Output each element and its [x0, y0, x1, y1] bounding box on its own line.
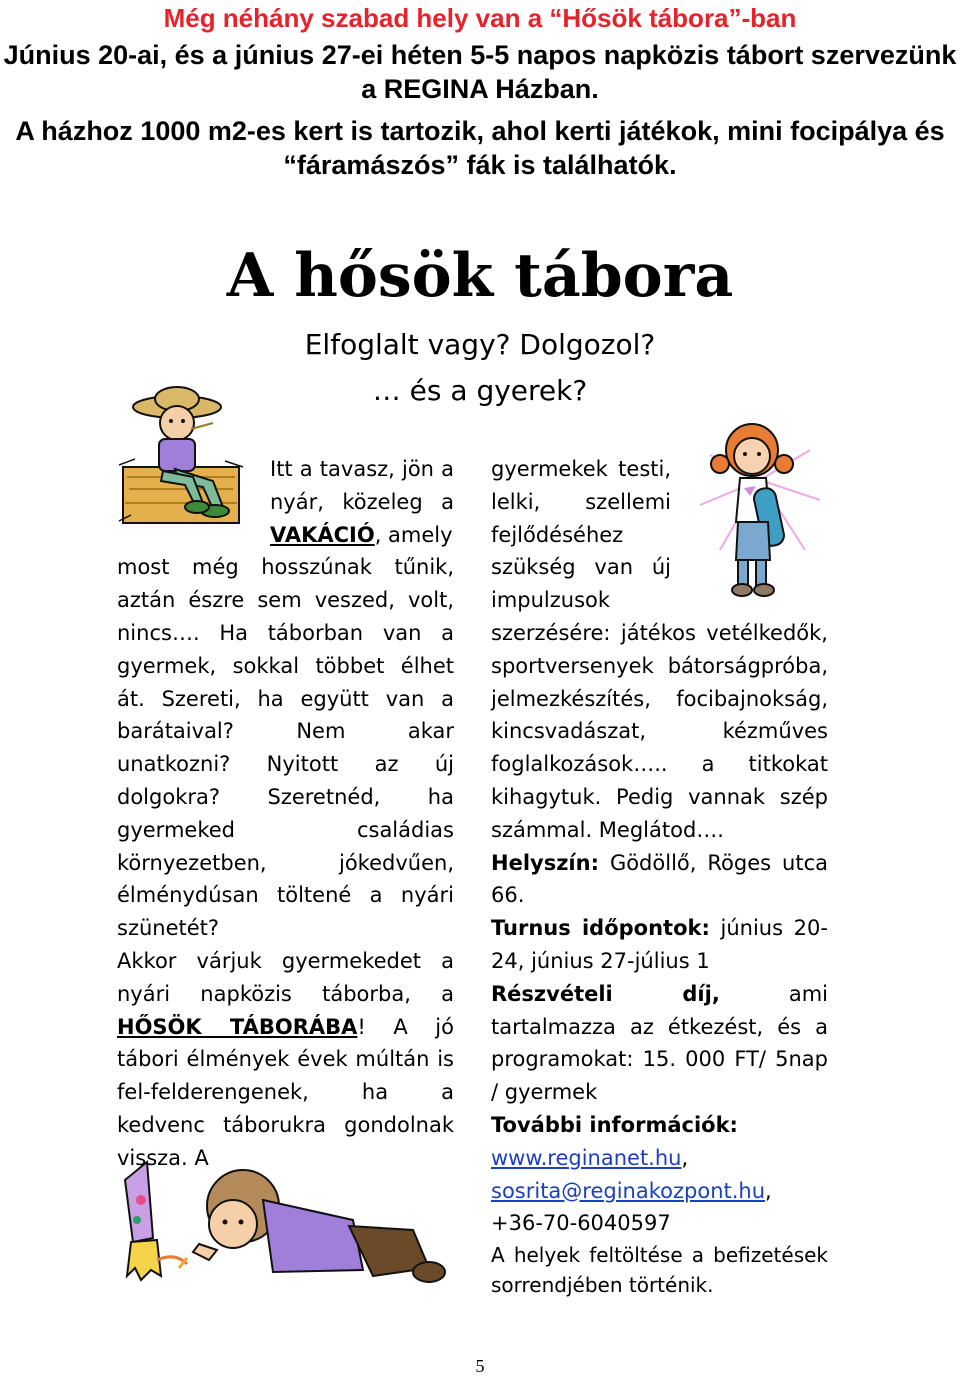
boy-lighting-rocket-illustration [113, 1160, 453, 1290]
turn-dates-value: június 20-24, június 27-július 1 [491, 916, 828, 973]
flyer-subtitle-2: … és a gyerek? [372, 374, 588, 407]
turn-dates-label: Turnus időpontok: [491, 916, 710, 941]
fee-label: Részvételi díj, [491, 981, 720, 1006]
invite-text-cont: ! A jó tábori élmények évek múltán is fel-felderengenek, ha a kedvenc táborukra gondolnak vissza. A [117, 1014, 454, 1170]
fee-value: ami tartalmazza az étkezést, és a programokat: 15. 000 FT/ 5nap / gyermek [491, 981, 828, 1105]
email-link[interactable]: sosrita@reginakozpont.hu [491, 1178, 766, 1203]
more-info-label: További információk: [491, 1112, 738, 1137]
announcement-garden: A házhoz 1000 m2-es kert is tartozik, ahol kerti játékok, mini focipálya és “fáramászós” fák is találhatók. [15, 116, 945, 180]
hosok-taboraba-word: HŐSÖK TÁBORÁBA [117, 1014, 358, 1039]
location-value: Gödöllő, Röges utca 66. [491, 850, 828, 908]
website-link[interactable]: www.reginanet.hu [491, 1145, 682, 1170]
flyer-left-column [117, 453, 454, 1175]
activities-text: szerzésére: játékos vetélkedők, sportversenyek bátorságpróba, jelmezkészítés, focibajnokság, kincsvadászat, kézműves foglalkozások….. a titkokat kihagytuk. Pedig vannak szép számmal. Meglátod…. [491, 620, 828, 842]
flyer-right-column: gyermekek testi, lelki, szellemi fejlődéséhez szükség van új impulzusok szerzésére: játékos vetélkedők, sportversenyek bátorságpróba, jelmezkészítés, focibajnokság, kincsvadászat, kézműves foglalkozások….. a titkokat kihagytuk. Pedig vannak szép számmal. Meglátod…. Helyszín: Gödöllő, Röges utca 66. Turnus időpontok: június 20-24, június 27-július 1 Részvételi díj, ami tartalmazza az étkezést, és a programokat: 15. 000 FT/ 5nap / gyermek További információk: www.reginanet.hu, sosrita@reginakozpont.hu, +36-70-6040597 A helyek feltöltése a befizetések sorrendjében történik. [491, 453, 828, 1300]
location-label: Helyszín: [491, 850, 599, 875]
flyer-title: A hősök tábora [226, 241, 734, 311]
vakacio-word: VAKÁCIÓ [270, 522, 375, 547]
booking-note: A helyek feltöltése a befizetések sorrendjében történik. [491, 1243, 828, 1298]
development-text: gyermekek testi, lelki, szellemi fejlődéséhez szükség van új impulzusok [491, 457, 671, 613]
flyer-subtitle-1: Elfoglalt vagy? Dolgozol? [304, 328, 656, 361]
announcement-dates: Június 20-ai, és a június 27-ei héten 5-5 napos napközis tábort szervezünk a REGINA Házban. [3, 40, 957, 104]
intro-paragraph: most még hosszúnak tűnik, aztán észre sem veszed, volt, nincs…. Ha táborban van a gyermek, sokkal többet élhet át. Szereti, ha együtt van a barátaival? Nem akar unatkozni? Nyitott az új dolgokra? Szeretnéd, ha gyermeked családias környezetben, jókedvűen, élménydúsan töltené a nyári szünetét? [117, 555, 454, 941]
intro-text-cont: , amely [374, 522, 453, 547]
invite-text: Akkor várjuk gyermekedet a nyári napközis táborba, a [117, 948, 454, 1006]
phone-number: +36-70-6040597 [491, 1211, 671, 1236]
announcement-heading: Még néhány szabad hely van a “Hősök tábora”-ban [163, 3, 797, 33]
page-number: 5 [475, 1356, 485, 1376]
intro-text: Itt a tavasz, jön a nyár, közeleg a [270, 457, 454, 514]
